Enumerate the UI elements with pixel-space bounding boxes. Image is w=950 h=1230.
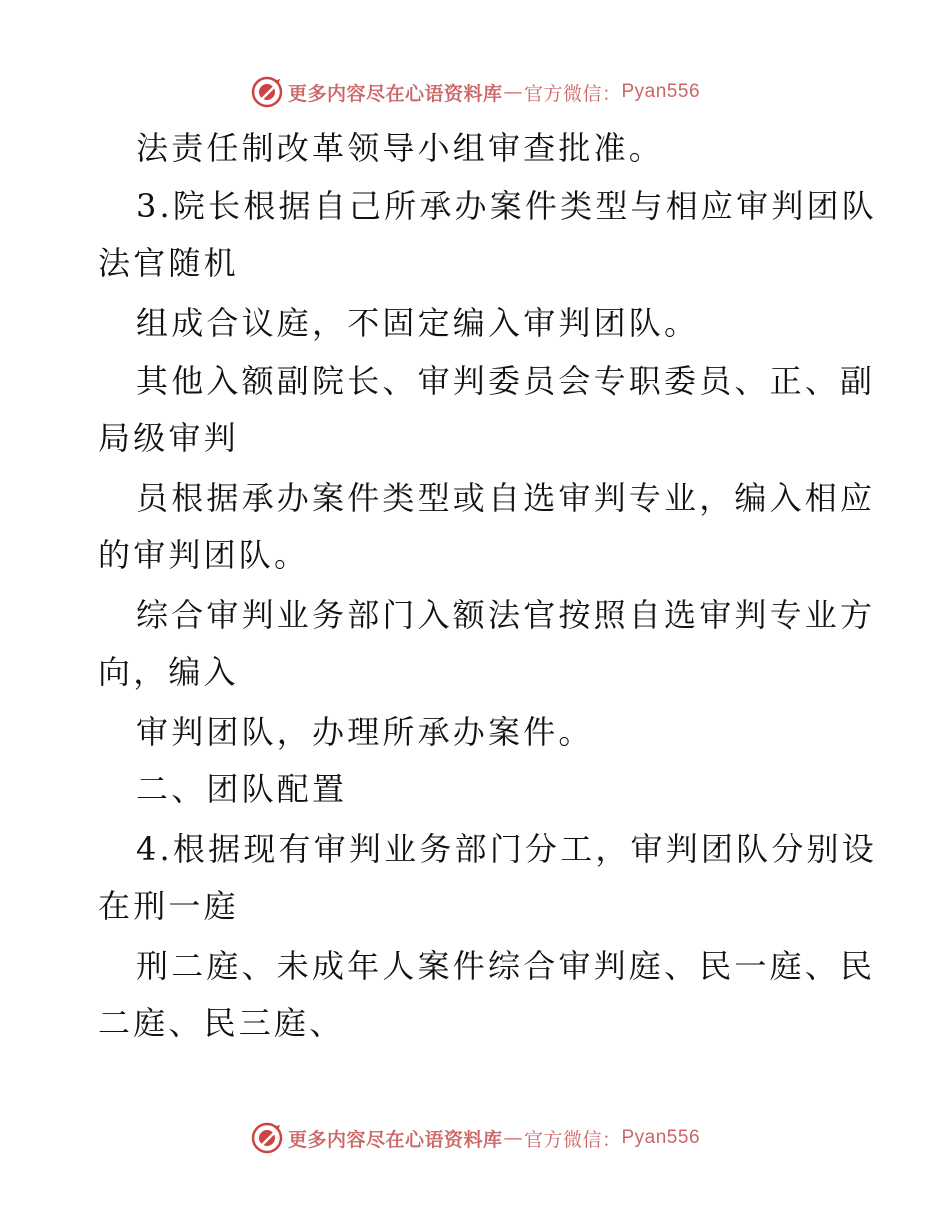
body-line: 3.院长根据自己所承办案件类型与相应审判团队 bbox=[136, 187, 877, 225]
watermark-logo-icon bbox=[250, 75, 284, 109]
footer-watermark bbox=[0, 1118, 950, 1158]
watermark-text: 更多内容尽在心语资料库 bbox=[287, 1128, 503, 1151]
section-heading: 二、团队配置 bbox=[136, 770, 348, 808]
watermark-separator: — bbox=[503, 1127, 523, 1149]
body-line: 二庭、民三庭、 bbox=[98, 1004, 345, 1042]
watermark-wechat-id: Pyan556 bbox=[621, 81, 701, 102]
body-line: 审判团队，办理所承办案件。 bbox=[136, 713, 594, 751]
watermark-wechat-label: 官方微信： bbox=[523, 82, 622, 105]
watermark-wechat-label: 官方微信： bbox=[523, 1128, 622, 1151]
body-line: 的审判团队。 bbox=[98, 536, 310, 574]
body-line: 在刑一庭 bbox=[98, 887, 239, 925]
header-watermark bbox=[0, 72, 950, 112]
body-line: 局级审判 bbox=[98, 419, 239, 457]
body-line: 员根据承办案件类型或自选审判专业，编入相应 bbox=[136, 479, 876, 517]
watermark-separator: — bbox=[503, 81, 523, 103]
body-line: 法责任制改革领导小组审查批准。 bbox=[136, 129, 665, 167]
body-line: 组成合议庭，不固定编入审判团队。 bbox=[136, 304, 700, 342]
watermark-wechat-id: Pyan556 bbox=[621, 1127, 701, 1148]
body-line: 其他入额副院长、审判委员会专职委员、正、副 bbox=[136, 362, 876, 400]
body-line: 4.根据现有审判业务部门分工，审判团队分别设 bbox=[136, 830, 877, 868]
body-line: 法官随机 bbox=[98, 244, 239, 282]
watermark-logo-icon bbox=[250, 1121, 284, 1155]
body-line: 刑二庭、未成年人案件综合审判庭、民一庭、民 bbox=[136, 947, 876, 985]
body-line: 向，编入 bbox=[98, 653, 239, 691]
watermark-text: 更多内容尽在心语资料库 bbox=[287, 82, 503, 105]
body-line: 综合审判业务部门入额法官按照自选审判专业方 bbox=[136, 596, 876, 634]
